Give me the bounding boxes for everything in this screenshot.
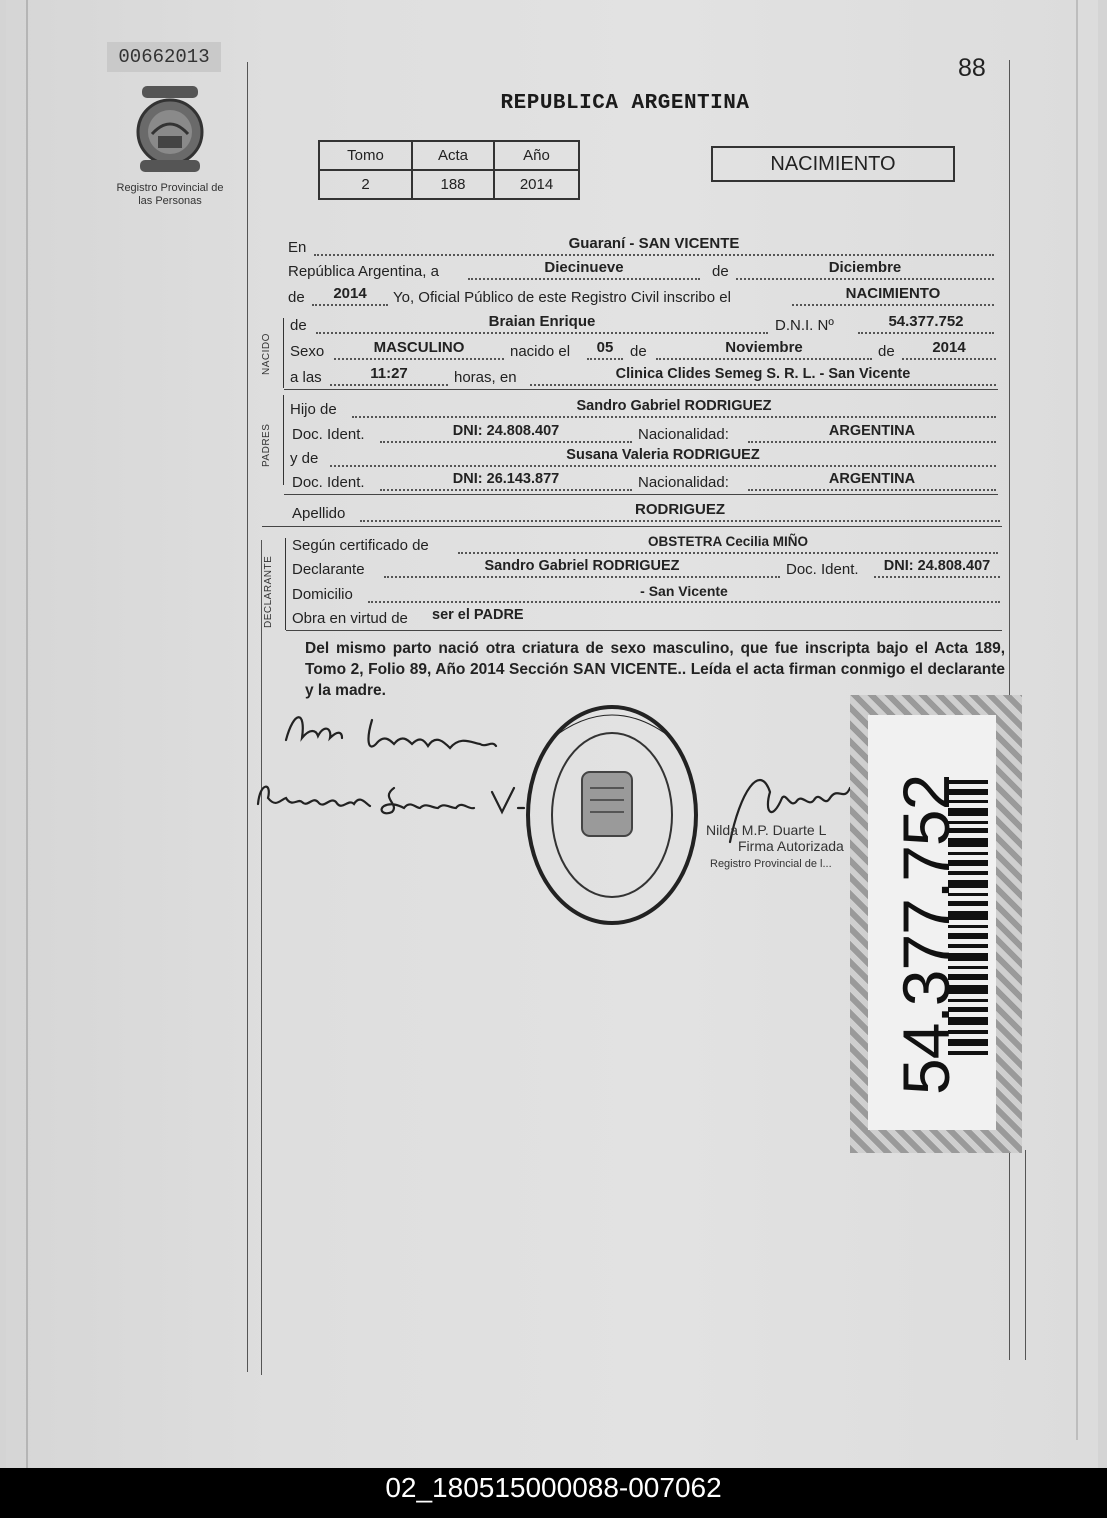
divider-apellido: [262, 526, 1002, 527]
page-fold: [26, 0, 28, 1468]
row-obra: [292, 607, 1000, 627]
row-hijo-de: [290, 398, 998, 418]
divider-declarante: [286, 630, 1002, 631]
record-table: [318, 140, 580, 200]
side-label-declarante: DECLARANTE: [263, 555, 274, 628]
label-domicilio: Domicilio: [292, 586, 353, 603]
row-fecha: [288, 260, 996, 280]
side-label-nacido: NACIDO: [261, 333, 272, 375]
row-apellido: [292, 502, 1000, 522]
label-horas-en: horas, en: [454, 369, 517, 386]
value-madre-nac: ARGENTINA: [748, 471, 996, 491]
value-dia-letras: Diecinueve: [468, 260, 700, 280]
row-inscripcion: [288, 286, 996, 306]
registry-stamp-icon: [520, 700, 705, 930]
row-declarante: [292, 558, 1000, 578]
left-margin-line: [247, 62, 248, 1372]
label-doc-ident-1: Doc. Ident.: [292, 426, 365, 443]
official-registry: Registro Provincial de l...: [710, 858, 832, 870]
divider-padres: [284, 494, 998, 495]
value-tomo: 2: [319, 170, 412, 199]
value-anio: 2014: [494, 170, 579, 199]
value-madre-doc: DNI: 26.143.877: [380, 471, 632, 491]
value-nombre: Braian Enrique: [316, 314, 768, 334]
label-republica: República Argentina, a: [288, 263, 439, 280]
label-segun: Según certificado de: [292, 537, 429, 554]
label-apellido: Apellido: [292, 505, 346, 522]
row-padre-doc: [292, 423, 998, 443]
footer-code: 02_180515000088-007062: [385, 1472, 722, 1503]
label-de-5: de: [878, 343, 895, 360]
official-name: Nilda M.P. Duarte L: [706, 822, 827, 838]
notes-paragraph: Del mismo parto nació otra criatura de sexo masculino, que fue inscripta bajo el Acta 189, Tomo 2, Folio 89, Año 2014 Sección SAN VICENTE.. Leída el acta firman conmigo el declarante y la madre.: [305, 640, 1005, 699]
inner-margin-line: [261, 540, 262, 1375]
record-type: NACIMIENTO: [711, 146, 955, 182]
label-de-2: de: [288, 289, 305, 306]
value-sexo: MASCULINO: [334, 340, 504, 360]
value-dni: 54.377.752: [858, 314, 994, 334]
registry-caption: Registro Provincial de las Personas: [116, 182, 224, 207]
value-padre-nac: ARGENTINA: [748, 423, 996, 443]
row-segun: [292, 534, 1000, 554]
value-mes-letras: Diciembre: [736, 260, 994, 280]
value-padre: Sandro Gabriel RODRIGUEZ: [352, 398, 996, 418]
right-outer-line: [1025, 1150, 1026, 1360]
row-sexo: [290, 340, 998, 360]
official-role: Firma Autorizada: [738, 838, 844, 854]
page-edge: [1076, 0, 1078, 1440]
side-label-padres: PADRES: [261, 423, 272, 467]
row-domicilio: [292, 583, 1000, 603]
header-tomo: Tomo: [319, 141, 412, 170]
row-y-de: [290, 447, 998, 467]
label-de-4: de: [630, 343, 647, 360]
label-de-1: de: [712, 263, 729, 280]
label-y-de: y de: [290, 450, 319, 467]
barcode-number: 54.377.752: [889, 774, 963, 1095]
value-domicilio: - San Vicente: [368, 583, 1000, 603]
value-declarante-doc: DNI: 24.808.407: [874, 558, 1000, 578]
label-nacido-el: nacido el: [510, 343, 571, 360]
value-dia-nac: 05: [587, 340, 623, 360]
row-nombre: [288, 314, 996, 334]
header-acta: Acta: [412, 141, 494, 170]
value-acta: 188: [412, 170, 494, 199]
father-signature-icon: [280, 700, 510, 770]
page-number: 88: [958, 54, 986, 82]
label-declarante: Declarante: [292, 561, 365, 578]
label-sexo: Sexo: [290, 343, 325, 360]
nacido-bracket: [283, 318, 284, 388]
value-declarante: Sandro Gabriel RODRIGUEZ: [384, 558, 780, 578]
label-doc-ident-3: Doc. Ident.: [786, 561, 859, 578]
label-dni-no: D.N.I. Nº: [775, 317, 834, 334]
label-a-las: a las: [290, 369, 322, 386]
value-anio: 2014: [312, 286, 388, 306]
value-obra: ser el PADRE: [432, 607, 524, 623]
label-obra: Obra en virtud de: [292, 610, 408, 627]
value-lugar: Guaraní - SAN VICENTE: [314, 236, 994, 256]
value-padre-doc: DNI: 24.808.407: [380, 423, 632, 443]
value-certificado: OBSTETRA Cecilia MIÑO: [458, 534, 998, 554]
row-hora: [290, 366, 998, 386]
value-mes-nac: Noviembre: [656, 340, 872, 360]
label-nacionalidad-2: Nacionalidad:: [638, 474, 729, 491]
value-anio-nac: 2014: [902, 340, 996, 360]
label-doc-ident-2: Doc. Ident.: [292, 474, 365, 491]
divider-nacido: [284, 389, 998, 390]
label-de-3: de: [290, 317, 307, 334]
label-nacionalidad-1: Nacionalidad:: [638, 426, 729, 443]
mother-signature-icon: [252, 768, 537, 828]
value-acto: NACIMIENTO: [792, 286, 994, 306]
value-madre: Susana Valeria RODRIGUEZ: [330, 447, 996, 467]
header-anio: Año: [494, 141, 579, 170]
row-madre-doc: [292, 471, 998, 491]
label-en: En: [288, 239, 307, 256]
declarante-bracket: [285, 538, 286, 630]
value-lugar-nac: Clinica Clides Semeg S. R. L. - San Vicente: [530, 366, 996, 386]
row-en: [288, 236, 996, 256]
document-title: REPUBLICA ARGENTINA: [500, 92, 750, 115]
value-apellido: RODRIGUEZ: [360, 502, 1000, 522]
padres-bracket: [283, 395, 284, 485]
serial-number: 00662013: [107, 42, 221, 72]
value-hora: 11:27: [330, 366, 448, 386]
label-hijo-de: Hijo de: [290, 401, 337, 418]
province-seal-icon: [128, 84, 212, 176]
label-yo: Yo, Oficial Público de este Registro Civil inscribo el: [393, 289, 731, 306]
